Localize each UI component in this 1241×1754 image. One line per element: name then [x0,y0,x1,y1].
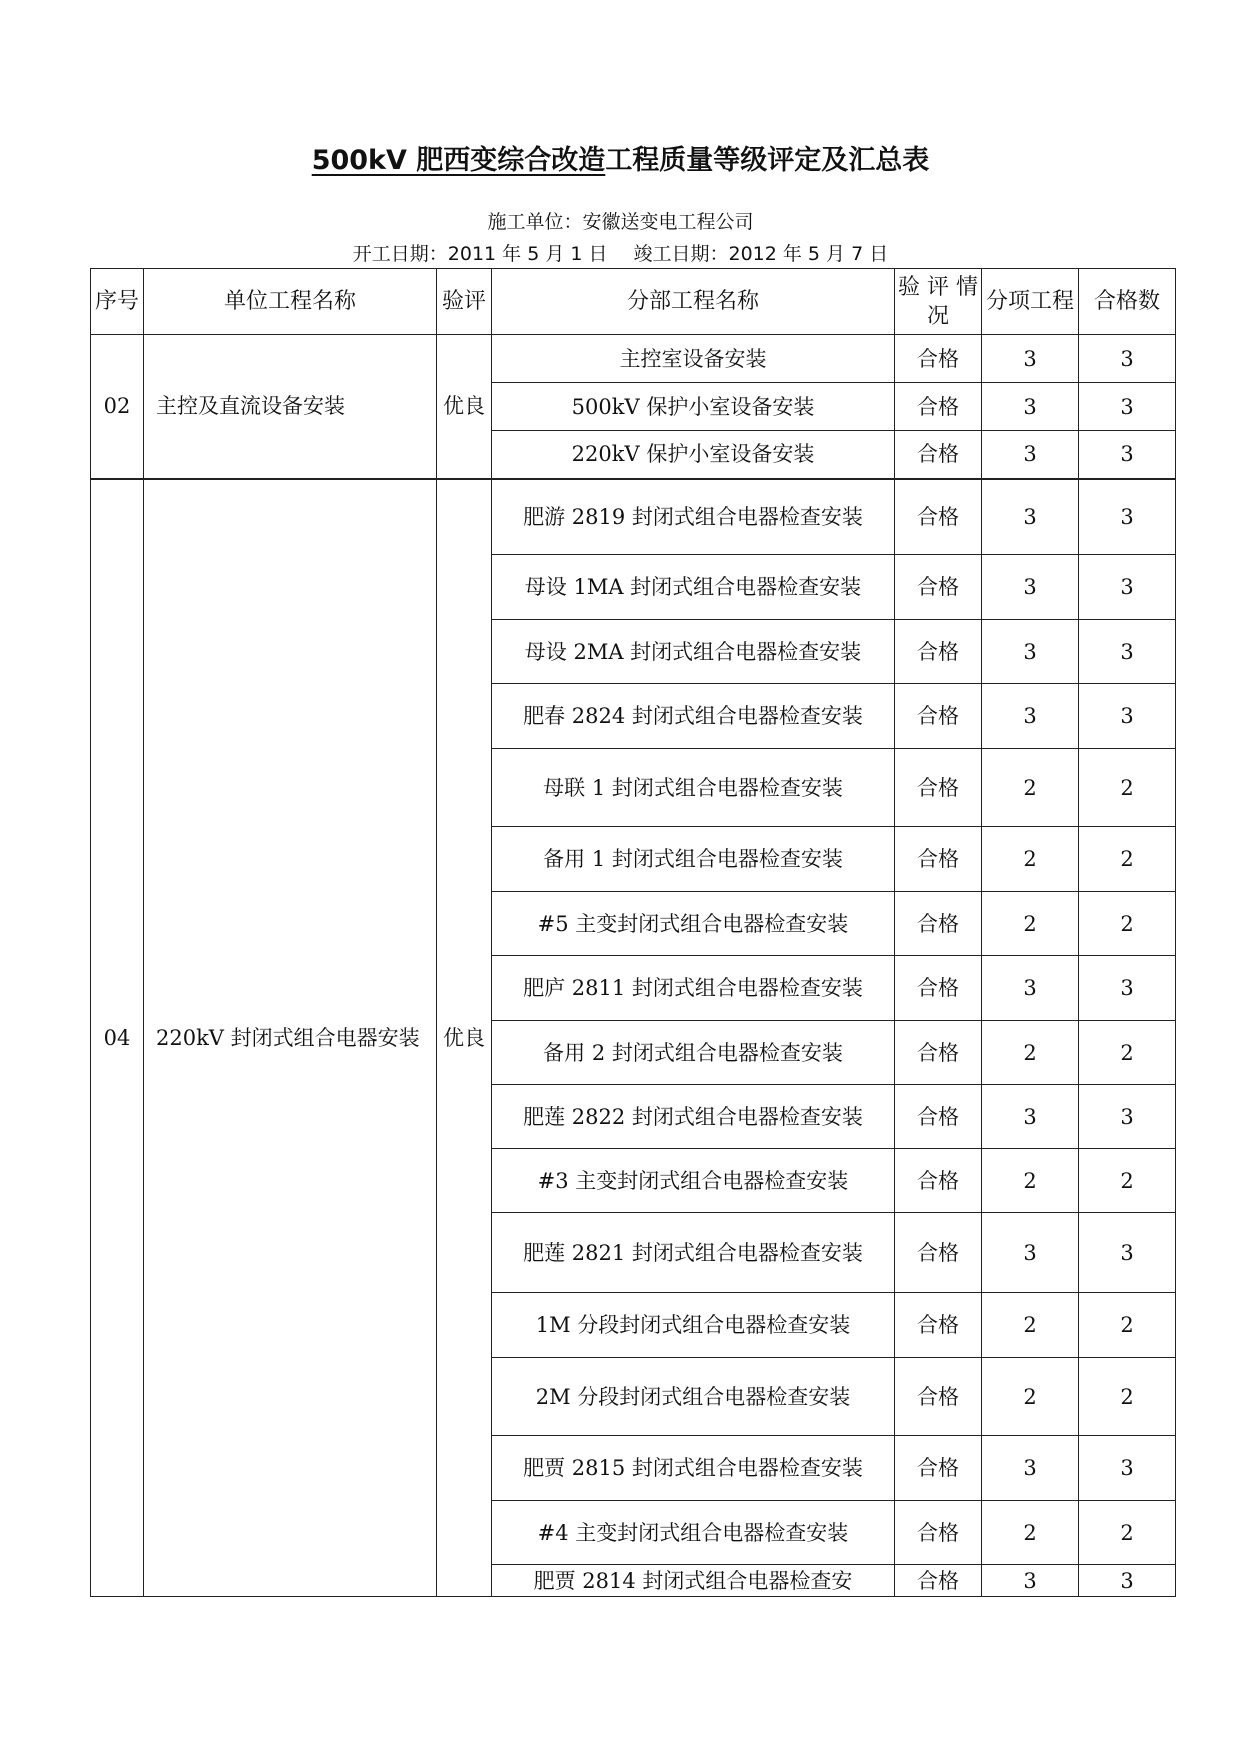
qualified-count: 3 [1079,1213,1176,1293]
qualified-count: 2 [1079,1501,1176,1565]
qualified-count: 2 [1079,1293,1176,1358]
qualified-count: 2 [1079,1149,1176,1213]
item-count: 3 [982,431,1079,479]
qualified-count: 3 [1079,555,1176,620]
qualified-count: 2 [1079,1358,1176,1436]
sub-project-name: 1M 分段封闭式组合电器检查安装 [492,1293,895,1358]
sub-project-name: 肥贾 2814 封闭式组合电器检查安 [492,1565,895,1597]
sub-project-name: 母设 1MA 封闭式组合电器检查安装 [492,555,895,620]
qualified-count: 2 [1079,892,1176,956]
item-count: 3 [982,383,1079,431]
item-count: 3 [982,620,1079,684]
eval-status: 合格 [895,684,982,749]
qualified-count: 2 [1079,1021,1176,1085]
qualified-count: 3 [1079,1565,1176,1597]
qualified-count: 2 [1079,827,1176,892]
sub-project-name: 主控室设备安装 [492,335,895,383]
header-eval-status: 验 评 情 况 [895,269,982,335]
unit-seq: 02 [91,335,144,479]
qualified-count: 3 [1079,431,1176,479]
item-count: 2 [982,749,1079,827]
sub-project-name: 500kV 保护小室设备安装 [492,383,895,431]
eval-status: 合格 [895,956,982,1021]
item-count: 3 [982,1436,1079,1501]
eval-status: 合格 [895,1085,982,1149]
eval-status: 合格 [895,431,982,479]
unit-name: 220kV 封闭式组合电器安装 [144,479,437,1597]
eval-status: 合格 [895,1565,982,1597]
eval-status: 合格 [895,620,982,684]
qualified-count: 3 [1079,335,1176,383]
item-count: 3 [982,1213,1079,1293]
header-qualified: 合格数 [1079,269,1176,335]
sub-project-name: 母联 1 封闭式组合电器检查安装 [492,749,895,827]
sub-project-name: 备用 1 封闭式组合电器检查安装 [492,827,895,892]
start-date: 开工日期：2011 年 5 月 1 日 [352,243,608,265]
sub-project-name: 肥游 2819 封闭式组合电器检查安装 [492,479,895,555]
page-title [0,138,1241,177]
sub-project-name: 肥庐 2811 封闭式组合电器检查安装 [492,956,895,1021]
eval-status: 合格 [895,1501,982,1565]
end-date: 竣工日期：2012 年 5 月 7 日 [633,243,889,265]
eval-status: 合格 [895,1021,982,1085]
qualified-count: 3 [1079,1085,1176,1149]
qualified-count: 3 [1079,1436,1176,1501]
sub-project-name: 肥莲 2821 封闭式组合电器检查安装 [492,1213,895,1293]
sub-project-name: 备用 2 封闭式组合电器检查安装 [492,1021,895,1085]
eval-status: 合格 [895,827,982,892]
sub-project-name: #3 主变封闭式组合电器检查安装 [492,1149,895,1213]
eval-status: 合格 [895,1213,982,1293]
item-count: 3 [982,1085,1079,1149]
date-line [0,239,1241,266]
qualified-count: 3 [1079,956,1176,1021]
header-seq: 序号 [91,269,144,335]
item-count: 3 [982,555,1079,620]
sub-project-name: 母设 2MA 封闭式组合电器检查安装 [492,620,895,684]
sub-project-name: #4 主变封闭式组合电器检查安装 [492,1501,895,1565]
header-row [91,269,1176,335]
item-count: 3 [982,335,1079,383]
sub-project-name: 肥春 2824 封闭式组合电器检查安装 [492,684,895,749]
item-count: 3 [982,1565,1079,1597]
item-count: 3 [982,479,1079,555]
construction-unit: 施工单位：安徽送变电工程公司 [487,211,754,233]
item-count: 2 [982,827,1079,892]
qualified-count: 3 [1079,620,1176,684]
header-items: 分项工程 [982,269,1079,335]
table-row [91,335,1176,383]
qualified-count: 3 [1079,684,1176,749]
eval-status: 合格 [895,383,982,431]
quality-summary-table [90,268,1176,1597]
item-count: 2 [982,1021,1079,1085]
item-count: 2 [982,1501,1079,1565]
eval-status: 合格 [895,749,982,827]
qualified-count: 3 [1079,479,1176,555]
item-count: 2 [982,892,1079,956]
sub-project-name: 肥莲 2822 封闭式组合电器检查安装 [492,1085,895,1149]
sub-project-name: 肥贾 2815 封闭式组合电器检查安装 [492,1436,895,1501]
item-count: 2 [982,1293,1079,1358]
eval-status: 合格 [895,479,982,555]
sub-project-name: 2M 分段封闭式组合电器检查安装 [492,1358,895,1436]
eval-status: 合格 [895,1293,982,1358]
table-row [91,479,1176,555]
item-count: 3 [982,684,1079,749]
unit-name: 主控及直流设备安装 [144,335,437,479]
qualified-count: 3 [1079,383,1176,431]
header-unit-name: 单位工程名称 [144,269,437,335]
qualified-count: 2 [1079,749,1176,827]
eval-status: 合格 [895,1358,982,1436]
sub-project-name: #5 主变封闭式组合电器检查安装 [492,892,895,956]
title-suffix: 工程质量等级评定及汇总表 [605,145,930,176]
eval-status: 合格 [895,1436,982,1501]
unit-seq: 04 [91,479,144,1597]
item-count: 2 [982,1149,1079,1213]
sub-project-name: 220kV 保护小室设备安装 [492,431,895,479]
item-count: 2 [982,1358,1079,1436]
item-count: 3 [982,956,1079,1021]
unit-evaluation: 优良 [437,479,492,1597]
unit-evaluation: 优良 [437,335,492,479]
eval-status: 合格 [895,1149,982,1213]
title-project: 500kV 肥西变综合改造 [311,145,606,176]
header-sub-name: 分部工程名称 [492,269,895,335]
eval-status: 合格 [895,335,982,383]
header-evaluation: 验评 [437,269,492,335]
eval-status: 合格 [895,555,982,620]
eval-status: 合格 [895,892,982,956]
